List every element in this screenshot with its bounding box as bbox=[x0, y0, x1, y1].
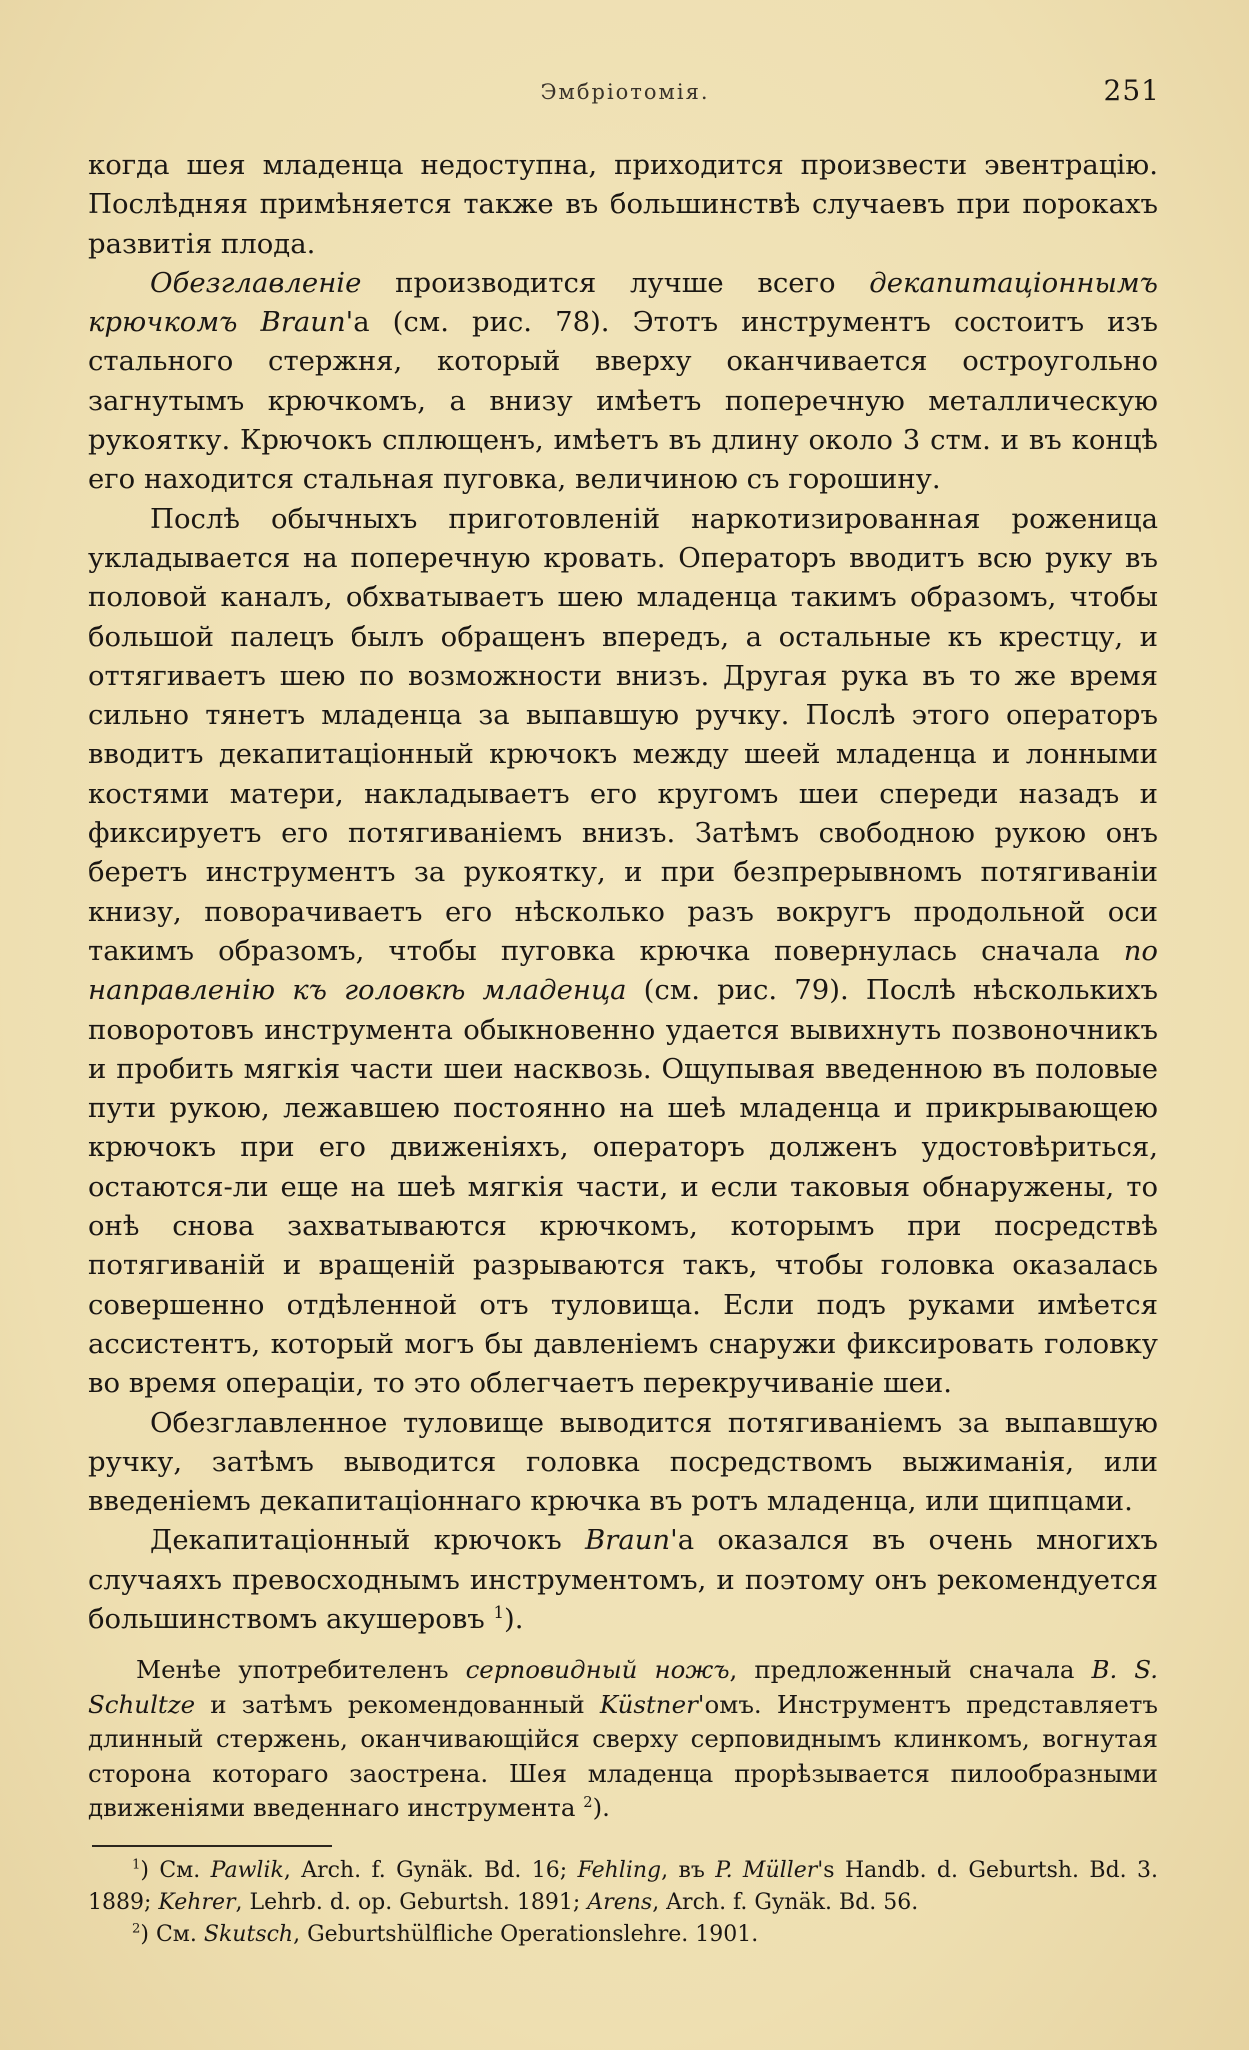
page-header bbox=[90, 72, 1160, 112]
footnote-1 bbox=[88, 1855, 1158, 1919]
footnote-2 bbox=[88, 1919, 1158, 1951]
italic-term: декапитаціоннымъ крючкомъ Braun bbox=[88, 266, 1158, 339]
paragraph-decapitation-hook bbox=[88, 264, 1158, 500]
paragraph-procedure bbox=[88, 500, 1158, 1404]
text-run: и затѣмъ рекомендованный bbox=[195, 1689, 600, 1719]
text-run: Обезглавленное туловище выводится потягиваніемъ за выпавшую ручку, затѣмъ выводится головка посредствомъ выжиманія, или введеніемъ декапитаціоннаго крючка въ ротъ младенца, или щипцами. bbox=[88, 1406, 1158, 1518]
text-run: ). bbox=[504, 1602, 524, 1635]
footnote-mark: 1 bbox=[132, 1857, 141, 1873]
text-run: , Arch. f. Gynäk. Bd. 56. bbox=[652, 1890, 919, 1915]
text-run: Послѣ обычныхъ приготовленій наркотизированная роженица укладывается на поперечную кровать. Операторъ вводитъ всю руку въ половой каналъ, обхватываетъ шею младенца такимъ образомъ, чтобы большой палецъ былъ обращенъ впередъ, а остальные къ крестцу, и оттягиваетъ шею по возможности внизъ. Другая рука въ то же время сильно тянетъ младенца за выпавшую ручку. Послѣ этого операторъ вводитъ декапитаціонный крючокъ между шеей младенца и лонными костями матери, накладываетъ его кругомъ шеи спереди назадъ и фиксируетъ его потягиваніемъ внизъ. Затѣмъ свободною рукою онъ беретъ инструментъ за рукоятку, и при безпрерывномъ потягиваніи книзу, поворачиваетъ его нѣсколько разъ вокругъ продольной оси такимъ образомъ, чтобы пуговка крючка повернулась сначала bbox=[88, 502, 1158, 967]
footnote-divider bbox=[92, 1845, 332, 1847]
italic-term: B. S. Schultze bbox=[88, 1655, 1158, 1719]
page-number: 251 bbox=[1103, 74, 1160, 107]
text-run: ). bbox=[592, 1793, 610, 1822]
italic-term: Arens bbox=[587, 1890, 653, 1915]
italic-term: P. Müller bbox=[715, 1858, 818, 1883]
footnote-mark: 2 bbox=[132, 1921, 141, 1937]
italic-term: Skutsch bbox=[203, 1922, 294, 1947]
text-run: , Geburtshülfliche Operationslehre. 1901. bbox=[293, 1922, 759, 1947]
footnotes bbox=[88, 1855, 1158, 1951]
italic-term: серповидный ножъ bbox=[465, 1655, 730, 1684]
text-run: 'а (см. рис. 78). Этотъ инструментъ состоитъ изъ стального стержня, который вверху оканчивается остроугольно загнутымъ крючкомъ, а внизу имѣетъ поперечную металлическую рукоятку. Крючокъ сплющенъ, имѣетъ въ длину около 3 стм. и въ концѣ его находится стальная пуговка, величиною съ горошину. bbox=[88, 306, 1158, 496]
text-run: когда шея младенца недоступна, приходится произвести эвентрацію. Послѣдняя примѣняется также въ большинствѣ случаевъ при порокахъ развитія плода. bbox=[88, 149, 1158, 260]
text-run: 'омъ. Инструментъ представляетъ длинный стержень, оканчивающійся сверху серповиднымъ клинкомъ, вогнутая сторона котораго заострена. Шея младенца прорѣзывается пилообразными движеніями введеннаго инструмента bbox=[88, 1689, 1158, 1822]
text-run: , предложенный сначала bbox=[729, 1655, 1092, 1684]
paragraph-eventration-end bbox=[88, 146, 1158, 264]
text-run: 'а оказался въ очень многихъ случаяхъ превосходнымъ инструментомъ, и поэтому онъ рекомендуется большинствомъ акушеровъ bbox=[88, 1524, 1159, 1635]
text-run: 's Handb. d. Geburtsh. Bd. 3. 1889; bbox=[88, 1858, 1158, 1915]
text-run: (см. рис. 79). Послѣ нѣсколькихъ поворотовъ инструмента обыкновенно удается вывихнуть позвоночникъ и пробить мягкія части шеи насквозь. Ощупывая введенною въ половые пути рукою, лежавшею постоянно на шеѣ младенца и прикрывающею крючокъ при его движеніяхъ, операторъ долженъ удостовѣриться, остаются-ли еще на шеѣ мягкія части, и если таковыя обнаружены, то онѣ снова захватываются крючкомъ, которымъ при посредствѣ потягиваній и вращеній разрываются такъ, чтобы головка оказалась совершенно отдѣленной отъ туловища. Если подъ руками имѣется ассистентъ, который могъ бы давленіемъ снаружи фиксировать головку во время операціи, то это облегчаетъ перекручиваніе шеи. bbox=[88, 974, 1158, 1400]
italic-term: Küstner bbox=[599, 1689, 698, 1719]
footnote-ref: 1 bbox=[493, 1602, 505, 1622]
italic-term: Fehling bbox=[577, 1858, 662, 1883]
italic-term: Обезглавленіе bbox=[150, 266, 362, 299]
paragraph-recommendation bbox=[88, 1521, 1158, 1639]
running-title: Эмбріотомія. bbox=[540, 80, 710, 104]
text-run: , Arch. f. Gynäk. Bd. 16; bbox=[283, 1858, 578, 1883]
text-run: ) См. bbox=[140, 1922, 204, 1947]
main-text bbox=[88, 146, 1158, 1639]
text-run: Декапитаціонный крючокъ bbox=[150, 1524, 585, 1557]
text-run: производится лучше всего bbox=[361, 266, 870, 299]
small-print-paragraph bbox=[88, 1653, 1158, 1826]
paragraph-extraction bbox=[88, 1404, 1158, 1522]
paragraph-sickle-knife bbox=[88, 1653, 1158, 1826]
text-run: Менѣе употребителенъ bbox=[136, 1655, 466, 1684]
italic-term: Braun bbox=[584, 1524, 671, 1557]
italic-term: по направленію къ головкѣ младенца bbox=[88, 934, 1158, 1007]
text-run: , въ bbox=[661, 1858, 716, 1883]
text-run: ) См. bbox=[140, 1858, 211, 1883]
footnote-ref: 2 bbox=[583, 1793, 593, 1811]
italic-term: Kehrer bbox=[158, 1890, 236, 1915]
italic-term: Pawlik bbox=[210, 1858, 284, 1883]
text-run: , Lehrb. d. op. Geburtsh. 1891; bbox=[235, 1890, 588, 1915]
